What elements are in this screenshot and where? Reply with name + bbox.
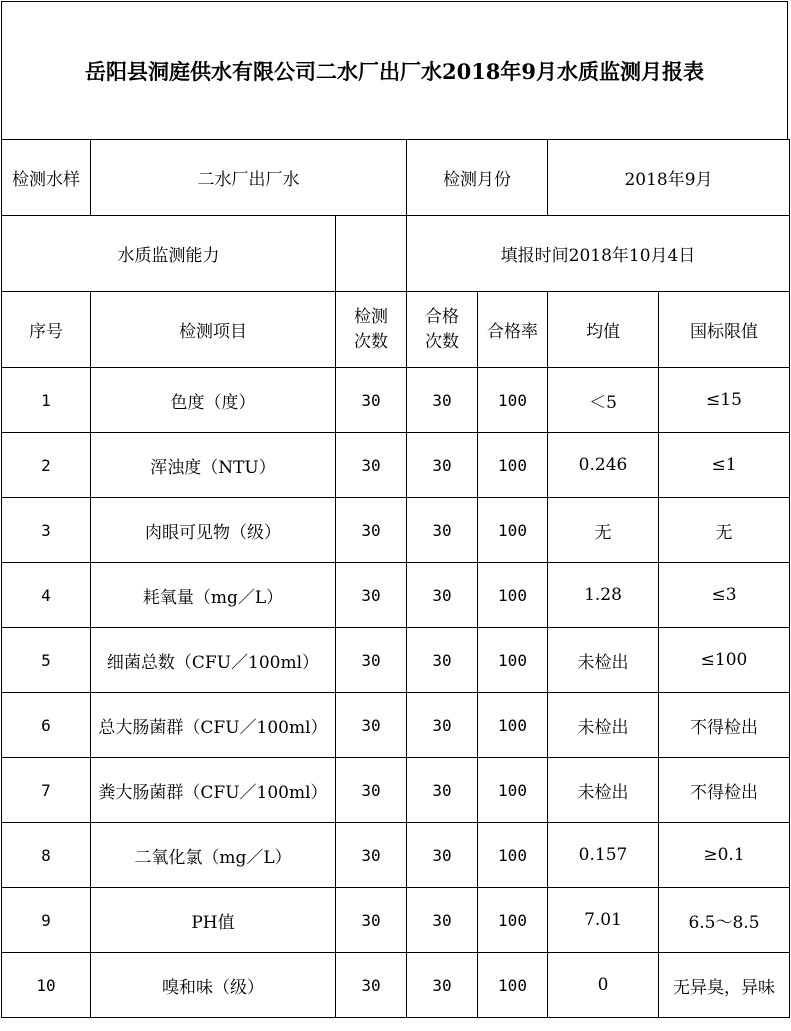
cell-no: 5 [2,628,91,693]
header-pass-count-line2: 次数 [425,331,459,352]
cell-passed: 30 [407,953,478,1018]
table-row [2,953,790,1018]
cell-tests: 30 [336,628,407,693]
table-row [2,693,790,758]
cell-limit: 无 [659,498,790,563]
table-row [2,628,790,693]
cell-limit: 不得检出 [659,758,790,823]
cell-rate: 100 [478,758,548,823]
info-row-sample [2,140,790,216]
cell-passed: 30 [407,498,478,563]
month-value: 2018年9月 [548,140,790,216]
header-pass-rate: 合格率 [478,292,548,368]
cell-passed: 30 [407,888,478,953]
cell-tests: 30 [336,953,407,1018]
sample-label: 检测水样 [2,140,91,216]
cell-rate: 100 [478,823,548,888]
month-label: 检测月份 [407,140,548,216]
cell-limit: ≤100 [659,628,790,693]
cell-limit: ≥0.1 [659,823,790,888]
cell-item: PH值 [91,888,336,953]
cell-item: 耗氧量（mg／L） [91,563,336,628]
cell-limit: ≤15 [659,368,790,433]
table-row [2,433,790,498]
cell-item: 细菌总数（CFU／100ml） [91,628,336,693]
cell-no: 2 [2,433,91,498]
cell-passed: 30 [407,823,478,888]
capability-blank [336,216,407,292]
capability-label: 水质监测能力 [2,216,336,292]
cell-tests: 30 [336,368,407,433]
cell-mean: 未检出 [548,758,659,823]
table-row [2,888,790,953]
cell-rate: 100 [478,628,548,693]
fill-time: 填报时间2018年10月4日 [407,216,790,292]
cell-limit: 6.5～8.5 [659,888,790,953]
header-no: 序号 [2,292,91,368]
cell-tests: 30 [336,563,407,628]
cell-tests: 30 [336,498,407,563]
cell-mean: 1.28 [548,563,659,628]
table-row [2,498,790,563]
cell-item: 色度（度） [91,368,336,433]
cell-mean: 0.157 [548,823,659,888]
cell-mean: 7.01 [548,888,659,953]
header-test-count [336,292,407,368]
cell-mean: 未检出 [548,628,659,693]
cell-no: 8 [2,823,91,888]
cell-no: 10 [2,953,91,1018]
cell-passed: 30 [407,628,478,693]
report-title: 岳阳县洞庭供水有限公司二水厂出厂水2018年9月水质监测月报表 [84,58,705,84]
header-pass-count-line1: 合格 [425,306,459,327]
cell-no: 6 [2,693,91,758]
table-row [2,823,790,888]
cell-tests: 30 [336,823,407,888]
cell-rate: 100 [478,563,548,628]
header-mean: 均值 [548,292,659,368]
cell-tests: 30 [336,888,407,953]
cell-no: 3 [2,498,91,563]
report-table [1,139,790,1018]
cell-limit: 无异臭，异味 [659,953,790,1018]
cell-passed: 30 [407,368,478,433]
cell-mean: 0.246 [548,433,659,498]
cell-rate: 100 [478,433,548,498]
header-limit: 国标限值 [659,292,790,368]
cell-rate: 100 [478,368,548,433]
cell-rate: 100 [478,888,548,953]
cell-rate: 100 [478,953,548,1018]
cell-tests: 30 [336,758,407,823]
cell-passed: 30 [407,563,478,628]
cell-no: 9 [2,888,91,953]
sample-value: 二水厂出厂水 [91,140,407,216]
cell-mean: 无 [548,498,659,563]
cell-item: 总大肠菌群（CFU／100ml） [91,693,336,758]
cell-rate: 100 [478,693,548,758]
cell-tests: 30 [336,693,407,758]
header-test-count-line2: 次数 [354,331,388,352]
table-row [2,758,790,823]
cell-item: 粪大肠菌群（CFU／100ml） [91,758,336,823]
cell-limit: ≤1 [659,433,790,498]
cell-passed: 30 [407,758,478,823]
table-row [2,563,790,628]
cell-item: 浑浊度（NTU） [91,433,336,498]
header-pass-count [407,292,478,368]
cell-passed: 30 [407,433,478,498]
cell-item: 肉眼可见物（级） [91,498,336,563]
info-row-capability [2,216,790,292]
cell-rate: 100 [478,498,548,563]
cell-mean: 未检出 [548,693,659,758]
cell-item: 二氧化氯（mg／L） [91,823,336,888]
cell-item: 嗅和味（级） [91,953,336,1018]
table-row [2,368,790,433]
cell-limit: 不得检出 [659,693,790,758]
cell-no: 4 [2,563,91,628]
title-cell [1,1,788,139]
cell-mean: 0 [548,953,659,1018]
cell-tests: 30 [336,433,407,498]
cell-no: 1 [2,368,91,433]
cell-passed: 30 [407,693,478,758]
column-header-row [2,292,790,368]
cell-mean: ＜5 [548,368,659,433]
cell-no: 7 [2,758,91,823]
cell-limit: ≤3 [659,563,790,628]
header-test-count-line1: 检测 [354,306,388,327]
header-item: 检测项目 [91,292,336,368]
